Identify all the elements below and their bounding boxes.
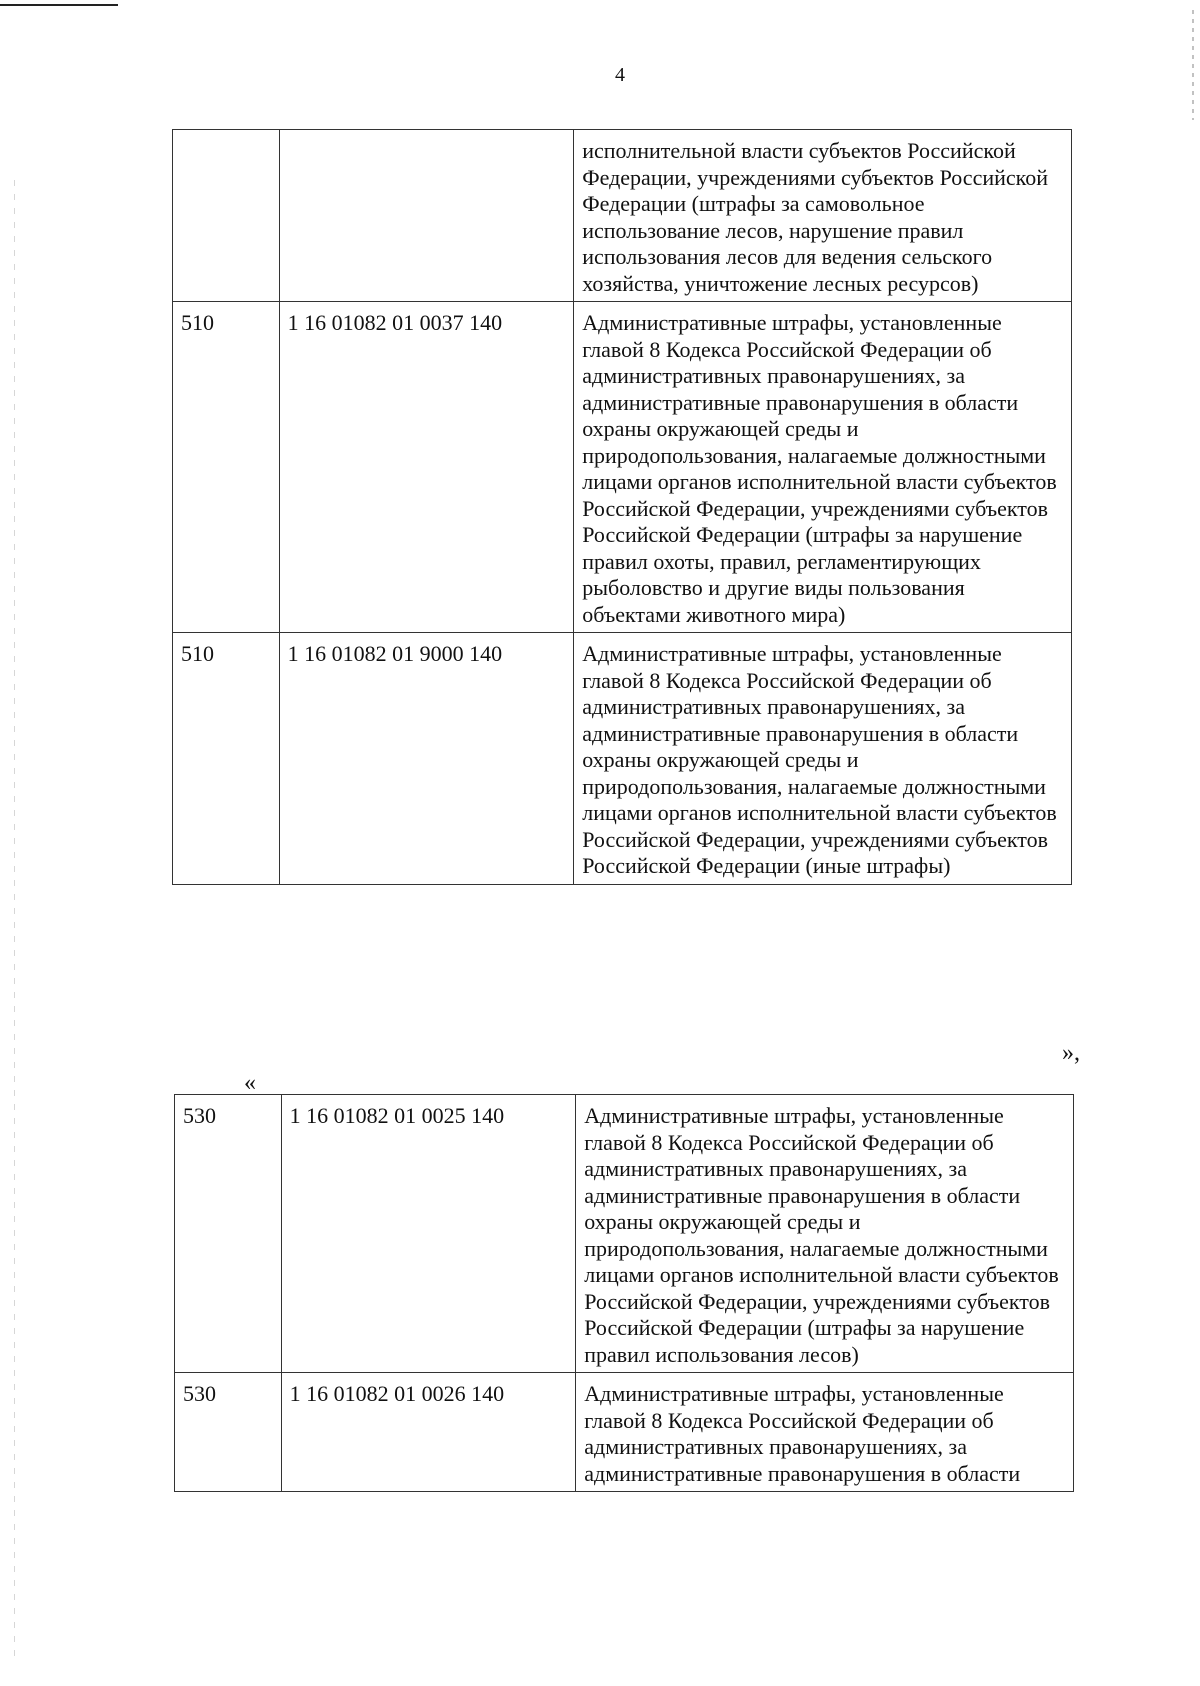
kbk-code-cell: 1 16 01082 01 0025 140 bbox=[281, 1095, 576, 1373]
description-cell: Административные штрафы, установленные главой 8 Кодекса Российской Федерации об административных правонарушениях, за административные правонарушения в области bbox=[576, 1373, 1074, 1492]
page-number: 4 bbox=[615, 64, 625, 86]
closing-quote: », bbox=[1062, 1040, 1080, 1066]
table-row bbox=[173, 130, 1072, 302]
admin-code-cell bbox=[173, 130, 280, 302]
table-row bbox=[175, 1373, 1074, 1492]
admin-code-cell: 510 bbox=[173, 633, 280, 885]
admin-code-cell: 530 bbox=[175, 1095, 282, 1373]
table-row bbox=[175, 1095, 1074, 1373]
table-row bbox=[173, 302, 1072, 633]
admin-code-cell: 530 bbox=[175, 1373, 282, 1492]
description-cell: исполнительной власти субъектов Российской Федерации, учреждениями субъектов Российской Федерации (штрафы за самовольное использование лесов, нарушение правил использования лесов для ведения сельского хозяйства, уничтожение лесных ресурсов) bbox=[574, 130, 1072, 302]
kbk-code-cell: 1 16 01082 01 9000 140 bbox=[279, 633, 574, 885]
description-cell: Административные штрафы, установленные главой 8 Кодекса Российской Федерации об административных правонарушениях, за административные правонарушения в области охраны окружающей среды и природопользования, налагаемые должностными лицами органов исполнительной власти субъектов Российской Федерации, учреждениями субъектов Российской Федерации (штрафы за нарушение правил использования лесов) bbox=[576, 1095, 1074, 1373]
scan-edge-mark bbox=[0, 4, 118, 6]
kbk-code-cell: 1 16 01082 01 0037 140 bbox=[279, 302, 574, 633]
description-cell: Административные штрафы, установленные главой 8 Кодекса Российской Федерации об административных правонарушениях, за административные правонарушения в области охраны окружающей среды и природопользования, налагаемые должностными лицами органов исполнительной власти субъектов Российской Федерации, учреждениями субъектов Российской Федерации (штрафы за нарушение правил охоты, правил, регламентирующих рыболовство и другие виды пользования объектами животного мира) bbox=[574, 302, 1072, 633]
description-cell: Административные штрафы, установленные главой 8 Кодекса Российской Федерации об административных правонарушениях, за административные правонарушения в области охраны окружающей среды и природопользования, налагаемые должностными лицами органов исполнительной власти субъектов Российской Федерации, учреждениями субъектов Российской Федерации (иные штрафы) bbox=[574, 633, 1072, 885]
kbk-code-cell bbox=[279, 130, 574, 302]
budget-codes-table-2 bbox=[174, 1094, 1074, 1492]
table-row bbox=[173, 633, 1072, 885]
kbk-code-cell: 1 16 01082 01 0026 140 bbox=[281, 1373, 576, 1492]
opening-quote: « bbox=[244, 1070, 256, 1096]
budget-codes-table-1 bbox=[172, 129, 1072, 885]
scan-binding-shadow bbox=[14, 180, 15, 1660]
admin-code-cell: 510 bbox=[173, 302, 280, 633]
